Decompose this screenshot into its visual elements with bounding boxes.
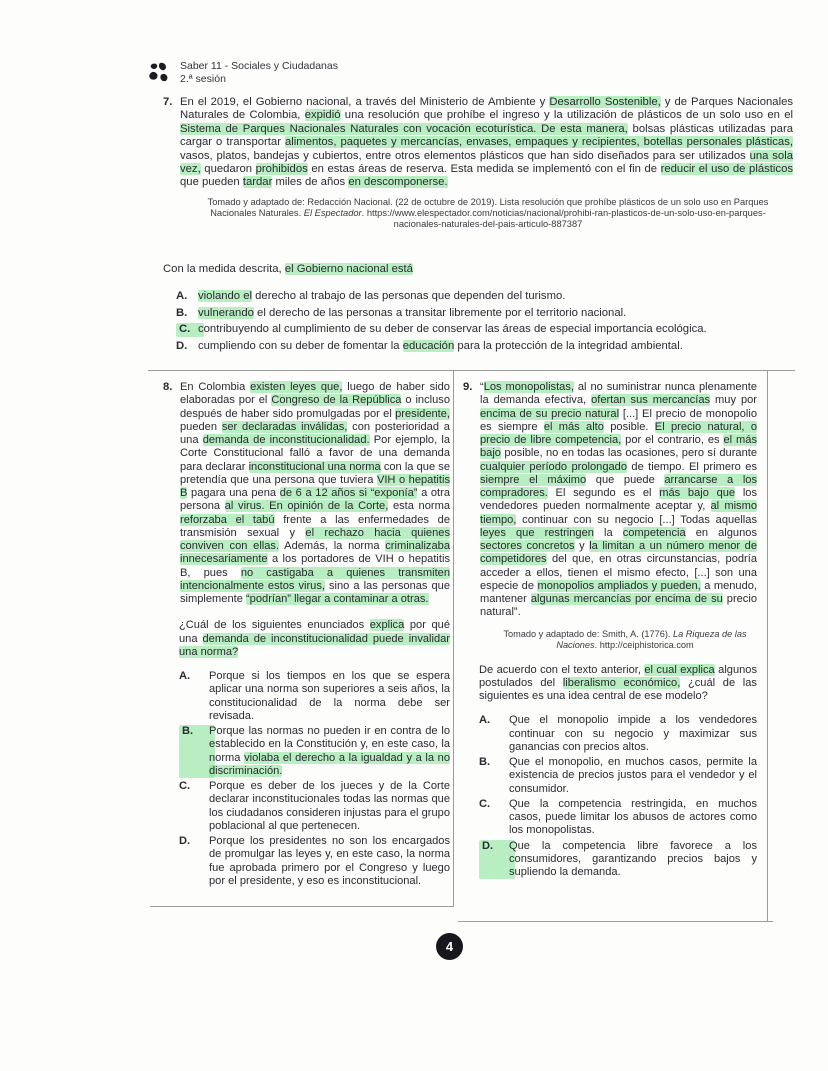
exam-title: Saber 11 - Sociales y Ciudadanas — [180, 60, 338, 72]
option-7d-text: cumpliendo con su deber de fomentar la educación para la protección de la integridad ambiental. — [198, 339, 683, 352]
option-7b — [163, 307, 803, 320]
option-8c-letter: C. — [179, 780, 191, 792]
question-9 — [463, 381, 757, 881]
option-7a-text: violando el derecho al trabajo de las personas que dependen del turismo. — [198, 290, 566, 302]
question-7 — [163, 96, 793, 230]
option-7a-letter: A. — [176, 290, 188, 302]
option-8a — [163, 670, 450, 723]
option-8b-text: Porque las normas no pueden ir en contra de lo establecido en la Constitución y, en este caso, la norma violaba el derecho a la igualdad y a la no discriminación. — [209, 725, 450, 777]
option-9d-text: Que la competencia libre favorece a los consumidores, garantizando precios bajos y supliendo la demanda. — [509, 839, 757, 878]
column-divider-line — [453, 371, 454, 906]
session-label: 2.ª sesión — [180, 72, 226, 85]
question-8 — [163, 381, 450, 890]
question-8-options — [163, 670, 450, 888]
option-9c-text: Que la competencia restringida, en muchos casos, puede limitar los abusos de actores como los monopolistas. — [509, 797, 757, 837]
option-8a-text: Porque si los tiempos en los que se espera aplicar una norma son superiores a seis años, la constitucionalidad de la norma debe ser revisada. — [209, 670, 450, 722]
option-9c-letter: C. — [479, 797, 491, 810]
option-9a-letter: A. — [479, 714, 491, 727]
option-9d — [463, 840, 757, 880]
right-border-line — [767, 371, 768, 921]
question-9-source: Tomado y adaptado de: Smith, A. (1776). La Riqueza de las Naciones. http://ceiphistorica.com — [503, 628, 747, 650]
option-9b-text: Que el monopolio, en muchos casos, permite la existencia de precios justos para el vendedor y el consumidor. — [509, 756, 757, 795]
question-7-text: En el 2019, el Gobierno nacional, a través del Ministerio de Ambiente y Desarrollo Sostenible, y de Parques Nacionales Naturales de Colombia, expidió una resolución que prohíbe el ingreso y la utilización de plásticos de un solo uso en el Sistema de Parques Nacionales Naturales con vocación ecoturística. De esta manera, bolsas plásticas utilizadas para cargar o transportar alimentos, paquetes y mercancías, envases, empaques y recipientes, botellas personales plásticas, vasos, platos, bandejas y cubiertos, entre otros elementos plásticos que han sido diseñados para ser utilizados una sola vez, quedaron prohibidos en estas áreas de reserva. Esta medida se implementó con el fin de reducir el uso de plásticos que pueden tardar miles de años en descomponerse. — [180, 96, 794, 189]
option-9b — [463, 756, 757, 796]
page-header — [148, 60, 338, 85]
option-9a-text: Que el monopolio impide a los vendedores continuar con su negocio y maximizar sus ganancias con precios altos. — [509, 714, 757, 753]
option-7d — [163, 340, 803, 353]
option-7b-letter: B. — [176, 306, 188, 319]
option-8d — [163, 835, 450, 888]
question-9-options — [463, 714, 757, 879]
question-8-stem: ¿Cuál de los siguientes enunciados explica por qué una demanda de inconstitucionalidad puede invalidar una norma? — [179, 619, 451, 658]
option-8d-letter: D. — [179, 835, 191, 847]
option-8b — [163, 725, 450, 778]
icfes-logo — [148, 60, 172, 84]
option-9b-letter: B. — [479, 756, 491, 768]
option-8a-letter: A. — [179, 670, 191, 682]
option-8c — [163, 780, 450, 833]
question-9-stem: De acuerdo con el texto anterior, el cual explica algunos postulados del liberalismo económico, ¿cuál de las siguientes es una idea central de ese modelo? — [479, 663, 758, 702]
question-7-number: 7. — [163, 96, 173, 108]
right-column-bottom-line — [458, 921, 773, 922]
option-7c-letter: C. — [176, 323, 204, 336]
option-8b-letter: B. — [179, 725, 215, 778]
option-7b-text: vulnerando el derecho de las personas a transitar libremente por el territorio nacional. — [198, 306, 627, 319]
option-8d-text: Porque los presidentes no son los encargados de promulgar las leyes y, en este caso, la norma fue aprobada primero por el Congreso y luego por el presidente, y eso es inconstitucional. — [209, 835, 450, 887]
option-9d-letter: D. — [479, 840, 515, 880]
question-7-stem: Con la medida descrita, el Gobierno nacional está — [163, 263, 413, 275]
option-7c-text: contribuyendo al cumplimiento de su deber de conservar las áreas de especial importancia ecológica. — [198, 323, 707, 336]
question-7-options — [163, 290, 803, 356]
option-9c — [463, 798, 757, 838]
question-8-text: En Colombia existen leyes que, luego de haber sido elaboradas por el Congreso de la República o incluso después de haber sido promulgadas por el presidente, pueden ser declaradas inválidas, con posterioridad a una demanda de inconstitucionalidad. Por ejemplo, la Corte Constitucional falló a favor de una demanda para declarar inconstitucional una norma con la que se pretendía que una persona que tuviera VIH o hepatitis B pagara una pena de 6 a 12 años si “exponía” a otra persona al virus. En opinión de la Corte, esta norma reforzaba el tabú frente a las enfermedades de transmisión sexual y el rechazo hacia quienes conviven con ellas. Además, la norma criminalizaba innecesariamente a los portadores de VIH o hepatitis B, pues no castigaba a quienes transmiten intencionalmente estos virus, sino a las personas que simplemente “podrían” llegar a contaminar a otras. — [180, 381, 451, 605]
question-9-text: “Los monopolistas, al no suministrar nunca plenamente la demanda efectiva, ofertan sus mercancías muy por encima de su precio natural [...] El precio de monopolio es siempre el más alto posible. El precio natural, o precio de libre competencia, por el contrario, es el más bajo posible, no en todas las ocasiones, pero sí durante cualquier período prolongado de tiempo. El primero es siempre el máximo que puede arrancarse a los compradores. El segundo es el más bajo que los vendedores pueden normalmente aceptar y, al mismo tiempo, continuar con su negocio [...] Todas aquellas leyes que restringen la competencia en algunos sectores concretos y la limitan a un número menor de competidores del que, en otras circunstancias, podría acceder a ellos, tienen el mismo efecto, [...] son una especie de monopolios ampliados y pueden, a menudo, mantener algunas mercancías por encima de su precio natural”. — [480, 381, 758, 619]
question-9-number: 9. — [463, 381, 473, 393]
left-column-bottom-line — [150, 906, 454, 907]
page-number-badge: 4 — [436, 933, 463, 960]
top-divider-line — [148, 370, 795, 371]
question-7-source: Tomado y adaptado de: Redacción Nacional. (22 de octubre de 2019). Lista resolución que prohíbe plásticos de un solo uso en Parques Nacionales Naturales. El Espectador. https://www.elespectador.com/noticias/nacional/prohibi-ran-plasticos-de-un-solo-uso-en-parques-nacionales-naturales-del-pais-articulo-887387 — [207, 196, 769, 230]
question-8-number: 8. — [163, 381, 173, 393]
option-8c-text: Porque es deber de los jueces y de la Corte declarar inconstitucionales todas las normas que los ciudadanos consideren injustas para el grupo poblacional al que pertenecen. — [209, 780, 450, 832]
option-7c — [163, 323, 803, 336]
option-9a — [463, 714, 757, 754]
option-7d-letter: D. — [176, 339, 188, 352]
option-7a — [163, 290, 803, 303]
